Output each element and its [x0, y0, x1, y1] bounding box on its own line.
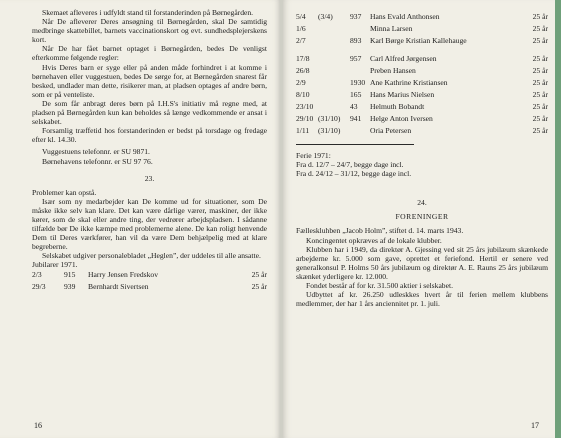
alt-date: [318, 24, 350, 36]
employee-number: 1930: [350, 78, 366, 87]
years: 25 år: [532, 36, 548, 45]
table-row: [296, 12, 548, 24]
paragraph: Koncingentet opkræves af de lokale klubber.: [306, 235, 442, 245]
paragraph: Udbyttet af kr. 26.250 udleskkes hvert år til ferien mellem klubbens medlemmer, der har 1 års anciennitet pr. 1. juli.: [296, 290, 548, 309]
employee-number: 937: [350, 12, 362, 21]
paragraph: Fælleskluhben „Jacob Holm”, stiftet d. 14. marts 1943.: [296, 226, 464, 236]
phone-line: Børnehavens telefonnr. er SU 97 76.: [42, 156, 153, 166]
employee-number: 165: [350, 90, 362, 99]
table-row: [296, 102, 548, 114]
years: 25 år: [251, 269, 267, 279]
jubilee-date: 5/4: [296, 12, 306, 21]
jubilee-title: Jubilarer 1971.: [32, 260, 78, 270]
table-row: [296, 114, 548, 126]
paragraph: De som får anbragt deres børn på I.H.S's initiativ må regne med, at pladsen på Børnegården kun kan beholdes så længe vedkommende er ansat i selskabet.: [32, 98, 267, 127]
table-row: [296, 36, 548, 54]
employee-number: [350, 24, 370, 36]
years: 25 år: [532, 54, 548, 63]
employee-name: Helmuth Bobandt: [370, 102, 425, 111]
employee-name: Oria Petersen: [370, 126, 412, 135]
employee-number: [350, 66, 370, 78]
table-row: [296, 54, 548, 66]
years: 25 år: [251, 281, 267, 291]
alt-date: [318, 90, 350, 102]
paragraph: Når De afleverer Deres ansøgning til Børnegården, skal De samtidig medbringe skattebillet, barnets vaccinationskort og evt. sundhedsplejerskens kort.: [32, 17, 267, 45]
employee-name: Helge Anton Iversen: [370, 114, 433, 123]
alt-date: (31/10): [318, 126, 341, 135]
page-number: 17: [531, 421, 539, 430]
alt-date: [318, 102, 350, 114]
jubilee-date: 29/10: [296, 114, 314, 123]
paragraph: Hvis Deres barn er syge eller på anden måde forhindret i at komme i børnehaven eller vuggestuen, bedes De sørge for, at Børnegården snarest får besked, undlader man dette, risikerer man, at pladsen optages af andre børn, som er på venteliste.: [32, 62, 267, 99]
years: 25 år: [532, 114, 548, 123]
jubilee-date: 17/8: [296, 54, 310, 63]
table-row: [296, 126, 548, 138]
page-edge-strip: [555, 0, 561, 438]
section-number: 23.: [144, 173, 155, 183]
table-row: [296, 66, 548, 78]
paragraph: Klubben har i 1949, da direktør A. Gjessing ved sit 25 års jubilæum skænkede arbejderne kr. 5.000 som gave, oprettet et feriefond. Hertil er senere ved generalkonsul P. Holms 50 års jubilæum og direktør A. E. Rauns 25 års jubilæum skænket yderligere kr. 12.000.: [296, 244, 548, 281]
phone-line: Vuggestuens telefonnr. er SU 9871.: [42, 147, 150, 157]
paragraph: Når De har fået barnet optaget i Børnegården, bedes De venligst efterkomme følgende regler:: [32, 44, 267, 63]
divider-rule: [296, 144, 414, 145]
years: 25 år: [532, 102, 548, 111]
employee-name: Ane Kathrine Kristiansen: [370, 78, 448, 87]
jubilee-date: 1/11: [296, 126, 310, 135]
section-number: 24.: [417, 198, 427, 208]
years: 25 år: [532, 90, 548, 99]
jubilee-table: [32, 270, 267, 294]
employee-number: 893: [350, 36, 362, 45]
jubilee-date: 2/3: [32, 269, 42, 279]
employee-number: 939: [64, 281, 76, 291]
employee-number: [350, 126, 370, 138]
jubilee-date: 29/3: [32, 281, 46, 291]
years: 25 år: [532, 126, 548, 135]
paragraph: Fondet består af for kr. 31.500 aktier i selskabet.: [306, 281, 453, 291]
table-row: [296, 78, 548, 90]
paragraph: Især som ny medarbejder kan De komme ud for situationer, som De måske ikke selv kan klare. Det kan være dårlige værer, maskiner, der ikke kører, som de skal eller andre ting, der vedrører arbejdspladsen. I sådanne tilfælde bør De ikke kæmpe med problemerne alene. De kan roligt henvende Dem til Deres værkfører, han vil da være Dem behjælpelig med at klare begreberne.: [32, 196, 267, 252]
employee-name: Preben Hansen: [370, 66, 416, 75]
employee-number: 915: [64, 269, 76, 279]
section-heading: Problemer kan opstå.: [32, 187, 97, 197]
ferie-title: Ferie 1971:: [296, 151, 331, 160]
jubilee-date: 1/6: [296, 24, 306, 33]
employee-name: Hans Evald Anthonsen: [370, 12, 440, 21]
employee-name: Karl Børge Kristian Kallehauge: [370, 36, 467, 45]
right-text-column: [296, 12, 548, 308]
employee-name: Bernhardt Sivertsen: [88, 281, 149, 291]
ferie-line: Fra d. 24/12 – 31/12, begge dage incl.: [296, 169, 412, 179]
jubilee-date: 2/7: [296, 36, 306, 45]
jubilee-date: 26/8: [296, 66, 310, 75]
alt-date: [318, 36, 350, 54]
jubilee-date: 8/10: [296, 90, 310, 99]
employee-name: Harry Jensen Fredskov: [88, 269, 159, 279]
employee-number: 957: [350, 54, 362, 63]
page-number: 16: [34, 421, 42, 430]
table-row: [32, 282, 267, 294]
alt-date: [318, 66, 350, 78]
table-row: [296, 90, 548, 102]
employee-number: 43: [350, 102, 358, 111]
alt-date: [318, 78, 350, 90]
table-row: [296, 24, 548, 36]
employee-number: 941: [350, 114, 362, 123]
employee-name: Carl Alfred Jørgensen: [370, 54, 437, 63]
paragraph: Forsamlig træffetid hos forstanderinden er bedst på torsdage og fredage efter kl. 14.30.: [32, 126, 267, 145]
paragraph: Skemaet afleveres i udfyldt stand til forstanderinden på Børnegården.: [42, 8, 254, 17]
years: 25 år: [532, 24, 548, 33]
alt-date: (31/10): [318, 114, 341, 123]
alt-date: (3/4): [318, 12, 333, 21]
years: 25 år: [532, 12, 548, 21]
jubilee-table-continued: [296, 12, 548, 138]
table-row: [32, 270, 267, 282]
ferie-line: Fra d. 12/7 – 24/7, begge dage incl.: [296, 160, 404, 170]
paragraph: Selskabet udgiver personalebladet „Heglen”, der uddeles til alle ansatte.: [42, 251, 261, 261]
alt-date: [318, 54, 350, 66]
employee-name: Hans Marius Nielsen: [370, 90, 435, 99]
jubilee-date: 23/10: [296, 102, 314, 111]
years: 25 år: [532, 66, 548, 75]
years: 25 år: [532, 78, 548, 87]
employee-name: Minna Larsen: [370, 24, 413, 33]
jubilee-date: 2/9: [296, 78, 306, 87]
section-heading: FORENINGER: [395, 212, 449, 222]
left-text-column: [32, 8, 267, 294]
